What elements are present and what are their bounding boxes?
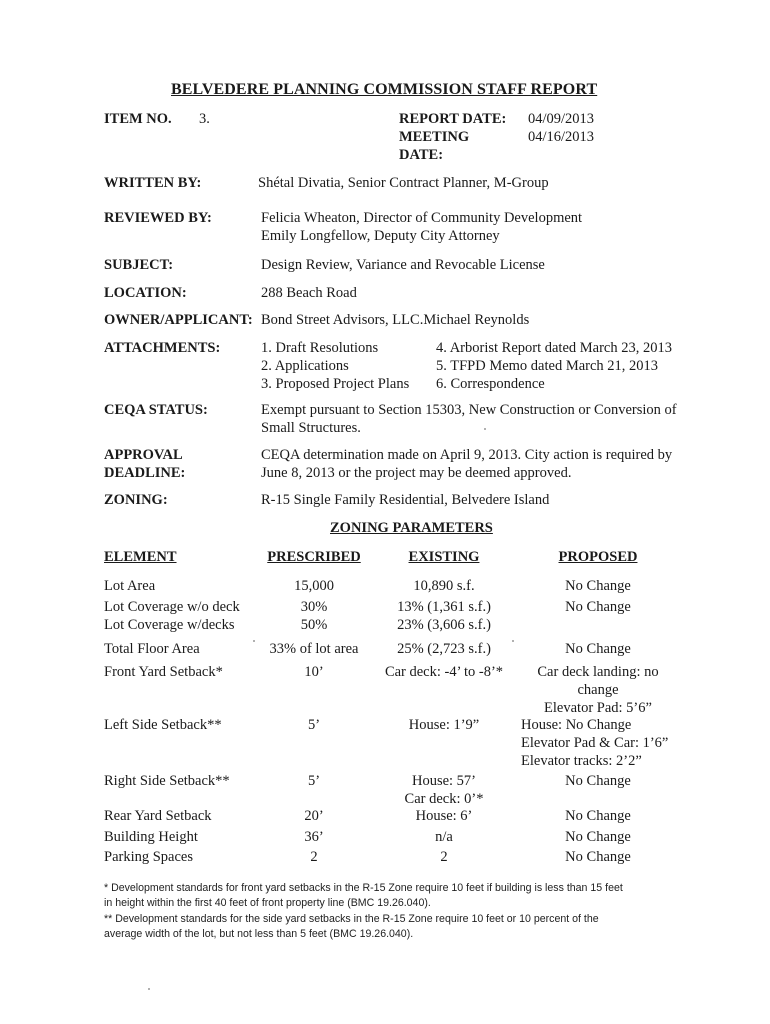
attachment-item: 1. Draft Resolutions [261, 340, 379, 356]
reviewed-by-label: REVIEWED BY: [104, 210, 212, 226]
reviewed-by-line: Felicia Wheaton, Director of Community Development [261, 210, 583, 226]
reviewed-by-line: Emily Longfellow, Deputy City Attorney [261, 228, 500, 244]
item-no-label: ITEM NO. [104, 111, 172, 127]
table-cell-element: Lot Coverage w/o deck [104, 599, 240, 615]
ceqa-status-line: Small Structures. [261, 420, 361, 436]
column-header-element: ELEMENT [104, 549, 177, 565]
table-cell-prescribed: 20’ [304, 808, 324, 824]
report-date-value: 04/09/2013 [528, 111, 595, 127]
attachments-label: ATTACHMENTS: [104, 340, 221, 356]
zoning-label: ZONING: [104, 492, 168, 508]
item-no-value: 3. [199, 111, 210, 127]
table-cell-proposed: Elevator Pad & Car: 1’6” [521, 735, 669, 751]
table-cell-proposed: No Change [565, 641, 631, 657]
scan-speck [148, 988, 150, 990]
meeting-date-label: MEETING [399, 129, 470, 145]
table-cell-proposed: No Change [565, 578, 631, 594]
table-cell-existing: n/a [435, 829, 453, 845]
table-cell-existing: 23% (3,606 s.f.) [397, 617, 491, 633]
footnote-line: average width of the lot, but not less than 5 feet (BMC 19.26.040). [104, 928, 414, 940]
table-cell-element: Rear Yard Setback [104, 808, 212, 824]
footnote-line: ** Development standards for the side yard setbacks in the R-15 Zone require 10 feet or 10 percent of the [104, 913, 599, 925]
attachment-item: 4. Arborist Report dated March 23, 2013 [436, 340, 672, 356]
table-cell-element: Parking Spaces [104, 849, 193, 865]
table-cell-proposed: No Change [565, 808, 631, 824]
report-title: BELVEDERE PLANNING COMMISSION STAFF REPORT [171, 81, 598, 98]
table-cell-element: Total Floor Area [104, 641, 200, 657]
written-by-label: WRITTEN BY: [104, 175, 202, 191]
table-cell-existing: 2 [440, 849, 448, 865]
table-cell-prescribed: 2 [310, 849, 318, 865]
meeting-date-label-2: DATE: [399, 147, 444, 163]
table-cell-prescribed: 33% of lot area [269, 641, 359, 657]
owner-applicant-label: OWNER/APPLICANT: [104, 312, 253, 328]
table-cell-proposed: Car deck landing: no [537, 664, 659, 680]
attachment-item: 2. Applications [261, 358, 349, 374]
table-cell-element: Lot Coverage w/decks [104, 617, 235, 633]
meeting-date-value: 04/16/2013 [528, 129, 595, 145]
table-cell-proposed: No Change [565, 599, 631, 615]
zoning-value: R-15 Single Family Residential, Belvedere Island [261, 492, 550, 508]
location-value: 288 Beach Road [261, 285, 357, 301]
table-cell-proposed: Elevator Pad: 5’6” [544, 700, 652, 716]
column-header-existing: EXISTING [408, 549, 480, 565]
table-cell-existing: 13% (1,361 s.f.) [397, 599, 491, 615]
location-label: LOCATION: [104, 285, 187, 301]
approval-deadline-line: CEQA determination made on April 9, 2013. City action is required by [261, 447, 673, 463]
scan-speck [512, 640, 514, 642]
table-cell-existing: House: 1’9” [408, 717, 480, 733]
attachment-item: 5. TFPD Memo dated March 21, 2013 [436, 358, 659, 374]
table-cell-prescribed: 5’ [307, 717, 321, 733]
report-date-label: REPORT DATE: [399, 111, 507, 127]
table-cell-prescribed: 10’ [304, 664, 324, 680]
table-cell-prescribed: 30% [300, 599, 328, 615]
table-cell-proposed: Elevator tracks: 2’2” [521, 753, 642, 769]
table-cell-element: Right Side Setback** [104, 773, 230, 789]
zoning-parameters-heading: ZONING PARAMETERS [330, 520, 493, 536]
table-cell-prescribed: 15,000 [294, 578, 334, 594]
table-cell-prescribed: 5’ [307, 773, 321, 789]
table-cell-element: Front Yard Setback* [104, 664, 223, 680]
footnote-line: * Development standards for front yard setbacks in the R-15 Zone require 10 feet if building is less than 15 feet [104, 882, 623, 894]
table-cell-element: Left Side Setback** [104, 717, 222, 733]
table-cell-element: Building Height [104, 829, 198, 845]
scan-speck [484, 428, 486, 430]
approval-deadline-label-2: DEADLINE: [104, 465, 186, 481]
table-cell-prescribed: 50% [300, 617, 328, 633]
attachment-item: 6. Correspondence [436, 376, 545, 392]
table-cell-existing: 10,890 s.f. [413, 578, 475, 594]
footnote-line: in height within the first 40 feet of front property line (BMC 19.26.040). [104, 897, 431, 909]
attachment-item: 3. Proposed Project Plans [261, 376, 410, 392]
scan-speck [253, 640, 255, 642]
column-header-prescribed: PRESCRIBED [267, 549, 361, 565]
written-by-value: Shétal Divatia, Senior Contract Planner, M-Group [258, 175, 549, 191]
subject-value: Design Review, Variance and Revocable License [261, 257, 545, 273]
table-cell-proposed: House: No Change [521, 717, 632, 733]
ceqa-status-label: CEQA STATUS: [104, 402, 208, 418]
column-header-proposed: PROPOSED [558, 549, 638, 565]
table-cell-existing: Car deck: 0’* [404, 791, 484, 807]
table-cell-proposed: No Change [565, 773, 631, 789]
table-cell-proposed: No Change [565, 829, 631, 845]
table-cell-existing: House: 57’ [411, 773, 477, 789]
table-cell-existing: House: 6’ [415, 808, 473, 824]
table-cell-proposed: No Change [565, 849, 631, 865]
approval-deadline-line: June 8, 2013 or the project may be deemed approved. [261, 465, 572, 481]
table-cell-existing: Car deck: -4’ to -8’* [384, 664, 504, 680]
owner-applicant-value: Bond Street Advisors, LLC.Michael Reynolds [261, 312, 530, 328]
table-cell-existing: 25% (2,723 s.f.) [397, 641, 491, 657]
ceqa-status-line: Exempt pursuant to Section 15303, New Construction or Conversion of [261, 402, 677, 418]
table-cell-proposed: change [577, 682, 619, 698]
approval-deadline-label: APPROVAL [104, 447, 183, 463]
table-cell-element: Lot Area [104, 578, 156, 594]
table-cell-prescribed: 36’ [304, 829, 324, 845]
subject-label: SUBJECT: [104, 257, 174, 273]
